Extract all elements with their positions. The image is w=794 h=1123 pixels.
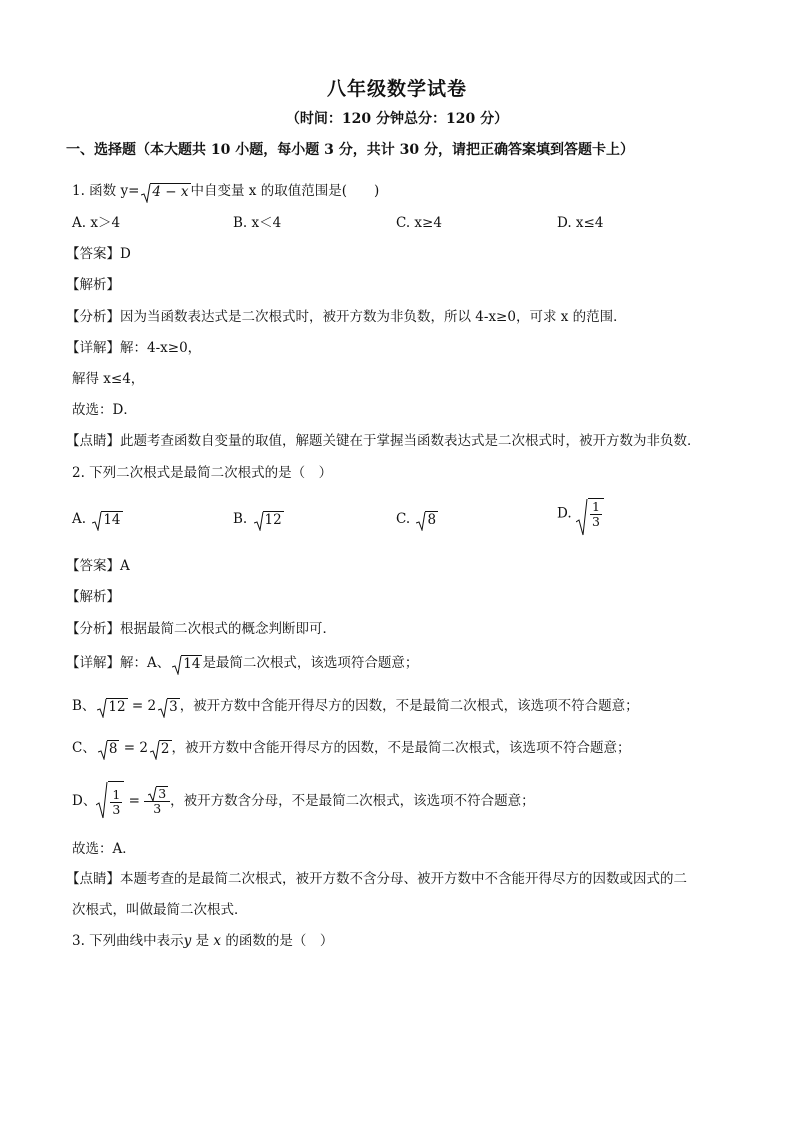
q2-detail-d-result <box>144 786 170 816</box>
fenxi-tag: 【分析】 <box>66 309 120 325</box>
q2-detail-d-text: ，被开方数含分母，不是最简二次根式，该选项不符合题意； <box>170 793 535 809</box>
q2-fenxi <box>66 620 336 638</box>
q1-suffix: 中自变量 x 的取值范围是( ) <box>190 183 380 199</box>
q2-option-a-label: A. <box>72 511 87 527</box>
q1-radicand: 4 − x <box>152 183 189 200</box>
q2-option-c <box>396 510 438 529</box>
q2-detail-a-radicand: 14 <box>183 655 201 672</box>
q3-var-x: x <box>213 933 222 949</box>
q3-prefix: 3. 下列曲线中表示 <box>72 933 184 949</box>
radical-sign <box>416 511 438 529</box>
detail-tag: 【详解】 <box>66 655 120 671</box>
q2-option-c-label: C. <box>396 511 411 527</box>
radical-sign <box>172 655 202 673</box>
q1-stem <box>72 182 379 201</box>
q1-dianjing-text: 此题考查函数自变量的取值，解题关键在于掌握当函数表达式是二次根式时，被开方数为非负数． <box>120 433 701 449</box>
q2-detail-b <box>72 697 639 716</box>
q2-detail-c-prefix: C、 <box>72 740 96 756</box>
q1-detail-text: 解：4-x≥0， <box>120 340 202 356</box>
q2-detail-d-prefix: D、 <box>72 793 97 809</box>
q3-mid: 是 <box>191 933 214 949</box>
q1-solve-line: 解得 x≤4， <box>72 371 145 387</box>
radical-sign <box>97 698 127 716</box>
q1-option-a: A. x＞4 <box>72 215 121 231</box>
q2-dianjing-text: 本题考查的是最简二次根式，被开方数不含分母、被开方数中不含能开得尽方的因数或因式的二 <box>120 871 687 887</box>
radical-sign <box>96 781 124 821</box>
q2-detail-a-prefix: 解：A、 <box>120 655 171 671</box>
page-subtitle: （时间：120 分钟总分：120 分） <box>285 111 509 127</box>
q1-detail <box>66 339 201 357</box>
q1-option-b: B. x＜4 <box>233 215 282 231</box>
q2-stem: 2. 下列二次根式是最简二次根式的是（ ） <box>72 465 333 481</box>
q2-option-b-label: B. <box>233 511 248 527</box>
q2-detail-d-equals: = <box>124 793 145 809</box>
q2-option-d-label: D. <box>557 505 572 522</box>
q2-detail-c-radicand2: 2 <box>160 740 170 757</box>
q2-option-d-numerator: 1 <box>591 499 600 514</box>
q1-fenxi-text: 因为当函数表达式是二次根式时，被开方数为非负数，所以 4-x≥0，可求 x 的范围． <box>120 309 627 325</box>
q3-suffix: 的函数的是（ ） <box>221 933 334 949</box>
q1-analysis-tag: 【解析】 <box>66 277 120 293</box>
q2-detail-d <box>72 781 535 821</box>
radical-sign <box>92 511 122 529</box>
answer-tag: 【答案】 <box>66 246 120 262</box>
q3-stem <box>72 932 333 950</box>
q2-option-b <box>233 510 284 529</box>
q2-option-b-radicand: 12 <box>264 511 282 528</box>
q1-dianjing <box>66 432 701 450</box>
q1-choose-line: 故选：D． <box>72 402 137 418</box>
q2-fenxi-text: 根据最简二次根式的概念判断即可． <box>120 621 336 637</box>
q3-var-y: y <box>183 933 192 949</box>
q2-answer <box>66 557 130 575</box>
dianjing-tag: 【点睛】 <box>66 871 120 887</box>
section-heading: 一、选择题（本大题共 10 小题，每小题 3 分，共计 30 分，请把正确答案填到答题卡上） <box>66 142 634 158</box>
q2-detail-d-denominator: 3 <box>112 802 121 817</box>
q1-prefix: 1. 函数 y= <box>72 183 140 199</box>
q1-answer <box>66 245 131 263</box>
q2-detail-b-prefix: B、 <box>72 698 96 714</box>
q2-option-d-denominator: 3 <box>591 514 600 529</box>
q2-detail-d-result-den: 3 <box>153 801 162 816</box>
q2-analysis-tag: 【解析】 <box>66 589 120 605</box>
q1-fenxi <box>66 308 627 326</box>
q2-dianjing-cont: 次根式，叫做最简二次根式． <box>72 902 248 918</box>
q2-detail-c <box>72 739 631 758</box>
q2-detail-d-result-num: 3 <box>158 786 167 801</box>
radical-sign <box>98 740 120 758</box>
page-title: 八年级数学试卷 <box>326 78 467 100</box>
q2-option-a <box>72 510 123 529</box>
q2-option-c-radicand: 8 <box>427 511 437 528</box>
q1-option-d: D. x≤4 <box>557 215 604 231</box>
q2-detail-c-equals: = 2 <box>119 740 148 756</box>
q2-detail-b-radicand2: 3 <box>169 698 178 715</box>
radical-sign <box>158 698 180 716</box>
q1-answer-value: D <box>120 246 131 262</box>
dianjing-tag: 【点睛】 <box>66 433 120 449</box>
q1-radical <box>141 183 190 201</box>
q2-detail-b-text: ，被开方数中含能开得尽方的因数，不是最简二次根式，该选项不符合题意； <box>179 698 639 714</box>
q2-detail-a-text: 是最简二次根式，该选项符合题意； <box>202 655 419 671</box>
detail-tag: 【详解】 <box>66 340 120 356</box>
fenxi-tag: 【分析】 <box>66 621 120 637</box>
radical-sign <box>148 786 168 801</box>
q2-option-a-radicand: 14 <box>103 511 121 528</box>
q2-option-d <box>557 498 604 529</box>
q2-detail-b-equals: = 2 <box>127 698 157 714</box>
q2-detail-b-radicand: 12 <box>108 698 126 715</box>
q2-detail-c-radicand: 8 <box>108 740 118 757</box>
q2-choose-line: 故选：A． <box>72 841 136 857</box>
q2-detail-c-text: ，被开方数中含能开得尽方的因数，不是最简二次根式，该选项不符合题意； <box>171 740 631 756</box>
q2-detail-a <box>66 654 418 673</box>
answer-tag: 【答案】 <box>66 558 120 574</box>
q2-answer-value: A <box>120 558 130 574</box>
q2-dianjing <box>66 870 687 888</box>
q2-detail-d-numerator: 1 <box>112 787 121 802</box>
q1-option-c: C. x≥4 <box>396 215 442 231</box>
radical-sign <box>150 740 172 758</box>
radical-sign <box>576 498 604 529</box>
radical-sign <box>254 511 284 529</box>
